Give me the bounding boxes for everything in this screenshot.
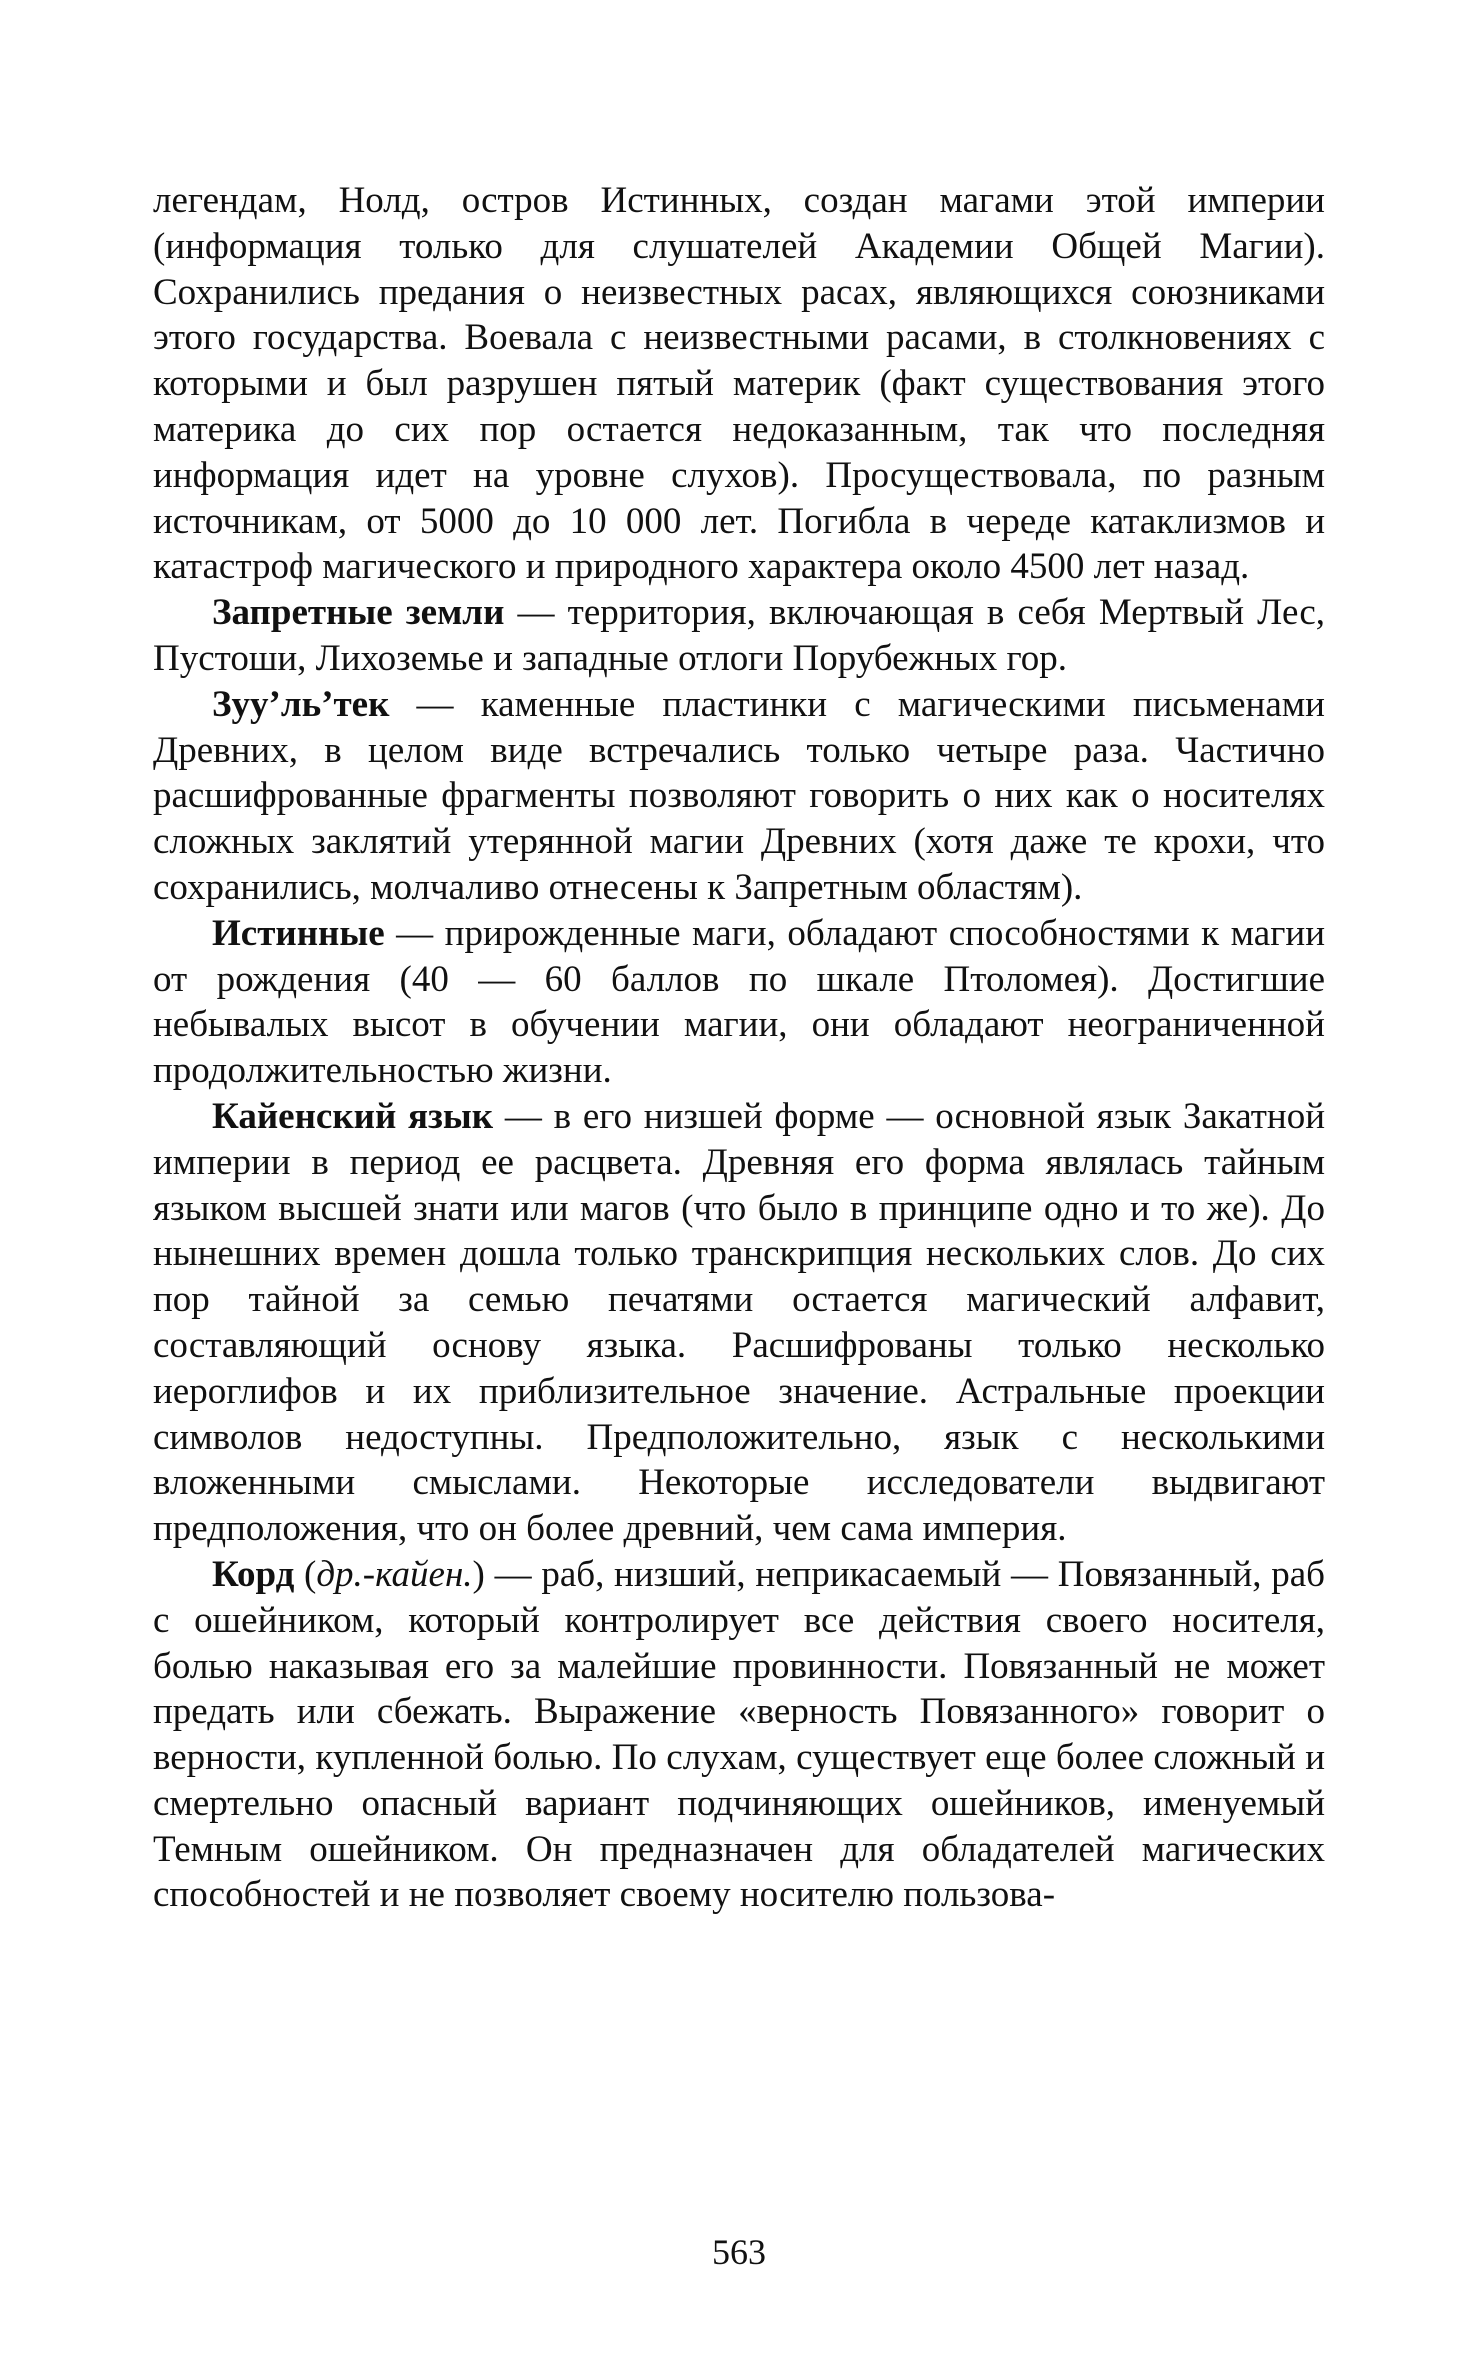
page-number: 563 [712, 2232, 766, 2272]
glossary-entry-zuul-tek [153, 682, 1325, 911]
paragraph-text: легендам, Нолд, остров Истинных, создан магами этой империи (информация только для слушателей Академии Общей Магии). Сохранились предания о неизвестных расах, являющихся союзниками этого государства. Воевала с неизвестными расами, в столкновениях с которыми и был разрушен пятый материк (факт существования этого материка до сих пор остается недоказанным, так что последняя информация идет на уровне слухов). Просуществовала, по разным источникам, от 5000 до 10 000 лет. Погибла в череде катаклизмов и катастроф магического и природного характера около 4500 лет назад. [153, 180, 1325, 588]
glossary-term: Истинные [212, 912, 385, 954]
glossary-entry-kayenskiy-yazyk [153, 1094, 1325, 1552]
glossary-definition: — в его низшей форме — основной язык Закатной империи в период ее расцвета. Древняя его форма являлась тайным языком высшей знати или магов (что было в принципе одно и то же). До нынешних времен дошла только транскрипция нескольких слов. До сих пор тайной за семью печатями остается магический алфавит, составляющий основу языка. Расшифрованы только несколько иероглифов и их приблизительное значение. Астральные проекции символов недоступны. Предположительно, язык с несколькими вложенными смыслами. Некоторые исследователи выдвигают предположения, что он более древний, чем сама империя. [153, 1095, 1325, 1550]
glossary-definition: — территория, включающая в себя Мертвый Лес, Пустоши, Лихоземье и западные отлоги Порубежных гор. [153, 592, 1325, 679]
glossary-definition: — прирожденные маги, обладают способностями к магии от рождения (40 — 60 баллов по шкале Птоломея). Достигшие небывалых высот в обучении магии, они обладают неограниченной продолжительностью жизни. [153, 912, 1325, 1092]
glossary-entry-zapretnye-zemli [153, 590, 1325, 682]
glossary-definition: — раб, низший, неприкасаемый — Повязанный, раб с ошейником, который контролирует все действия своего носителя, болью наказывая его за малейшие провинности. Повязанный не может предать или сбежать. Выражение «верность Повязанного» говорит о верности, купленной болью. По слухам, существует еще более сложный и смертельно опасный вариант подчиняющих ошейников, именуемый Темным ошейником. Он предназначен для обладателей магических способностей и не позволяет своему носителю пользова- [153, 1553, 1325, 1916]
paragraph-continuation [153, 178, 1325, 590]
glossary-entry-kord: Корд (др.-кайен.) — раб, низший, неприкасаемый — Повязанный, раб с ошейником, который контролирует все действия своего носителя, болью наказывая его за малейшие провинности. Повязанный не может предать или сбежать. Выражение «верность Повязанного» говорит о верности, купленной болью. По слухам, существует еще более сложный и смертельно опасный вариант подчиняющих ошейников, именуемый Темным ошейником. Он предназначен для обладателей магических способностей и не позволяет своему носителю пользова- [153, 1553, 1325, 1916]
book-page [153, 178, 1325, 2318]
glossary-term: Кайенский язык [212, 1095, 494, 1137]
glossary-definition: — каменные пластинки с магическими письменами Древних, в целом виде встречались только четыре раза. Частично расшифрованные фрагменты позволяют говорить о них как о носителях сложных заклятий утерянной магии Древних (хотя даже те крохи, что сохранились, молчаливо отнесены к Запретным областям). [153, 683, 1325, 908]
glossary-term: Корд [212, 1553, 295, 1595]
glossary-term: Запретные земли [212, 592, 505, 634]
glossary-abbreviation: др.-кайен. [316, 1553, 473, 1595]
glossary-entry-istinnye [153, 911, 1325, 1094]
glossary-term: Зуу’ль’тек [212, 683, 390, 725]
